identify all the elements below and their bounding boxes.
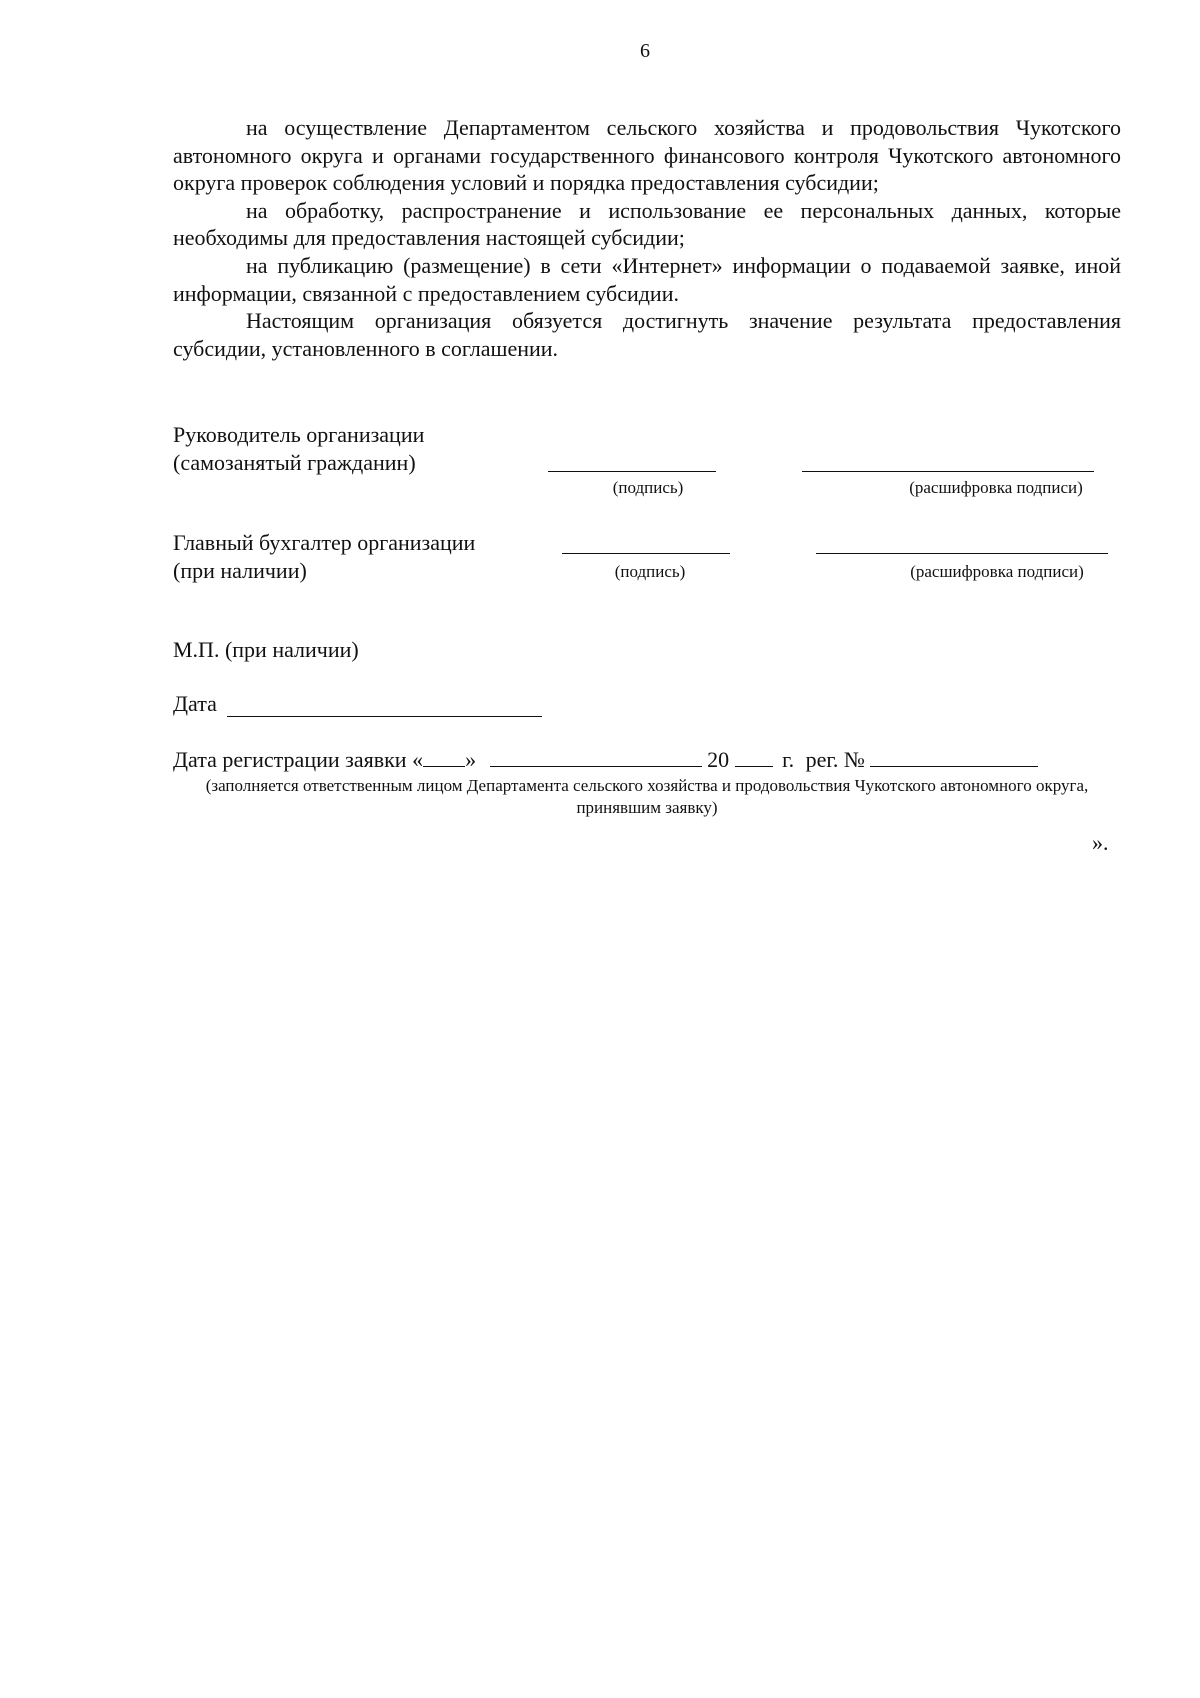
head-decoding-caption: (расшифровка подписи) [909,478,1083,497]
registration-day-blank[interactable] [423,746,465,767]
accountant-decoding-caption: (расшифровка подписи) [910,562,1084,581]
body-text [173,114,1121,362]
registration-reg-label: рег. № [805,747,865,772]
registration-year-suffix: г. [782,747,795,772]
closing-mark: ». [1092,830,1109,855]
date-label: Дата [173,691,217,716]
accountant-signature-caption: (подпись) [614,562,686,581]
accountant-label-line1: Главный бухгалтер организации [173,530,476,555]
registration-year-prefix: 20 [707,747,730,772]
date-line[interactable] [227,716,542,717]
head-signature-caption: (подпись) [612,478,684,497]
registration-note: (заполняется ответственным лицом Департамента сельского хозяйства и продовольствия Чукотского автономного округа, принявшим заявку) [205,776,1089,817]
head-decoding-line[interactable] [802,471,1094,472]
accountant-label-line2: (при наличии) [173,558,307,583]
accountant-signature-line[interactable] [562,553,730,554]
registration-month-blank[interactable] [490,746,702,767]
registration-year-blank[interactable] [735,746,773,767]
paragraph-consent-inspection: на осуществление Департаментом сельского хозяйства и продовольствия Чукотского автономного округа и органами государственного финансового контроля Чукотского автономного округа проверок соблюдения условий и порядка предоставления субсидии; [173,115,1121,196]
registration-label: Дата регистрации заявки « [173,747,424,772]
paragraph-consent-publication: на публикацию (размещение) в сети «Интернет» информации о подаваемой заявке, иной информации, связанной с предоставлением субсидии. [173,252,1121,306]
accountant-decoding-line[interactable] [816,553,1108,554]
paragraph-consent-personal-data: на обработку, распространение и использование ее персональных данных, которые необходимы для предоставления настоящей субсидии; [173,197,1121,251]
registration-row [173,746,1038,774]
registration-number-blank[interactable] [870,746,1038,767]
stamp-label: М.П. (при наличии) [173,637,359,662]
head-label-line1: Руководитель организации [173,422,425,447]
paragraph-obligation: Настоящим организация обязуется достигнуть значение результата предоставления субсидии, установленного в соглашении. [173,308,1121,361]
registration-quote-close: » [465,747,477,772]
head-label-line2: (самозанятый гражданин) [173,450,416,475]
page-number: 6 [640,40,650,62]
head-signature-line[interactable] [548,471,716,472]
